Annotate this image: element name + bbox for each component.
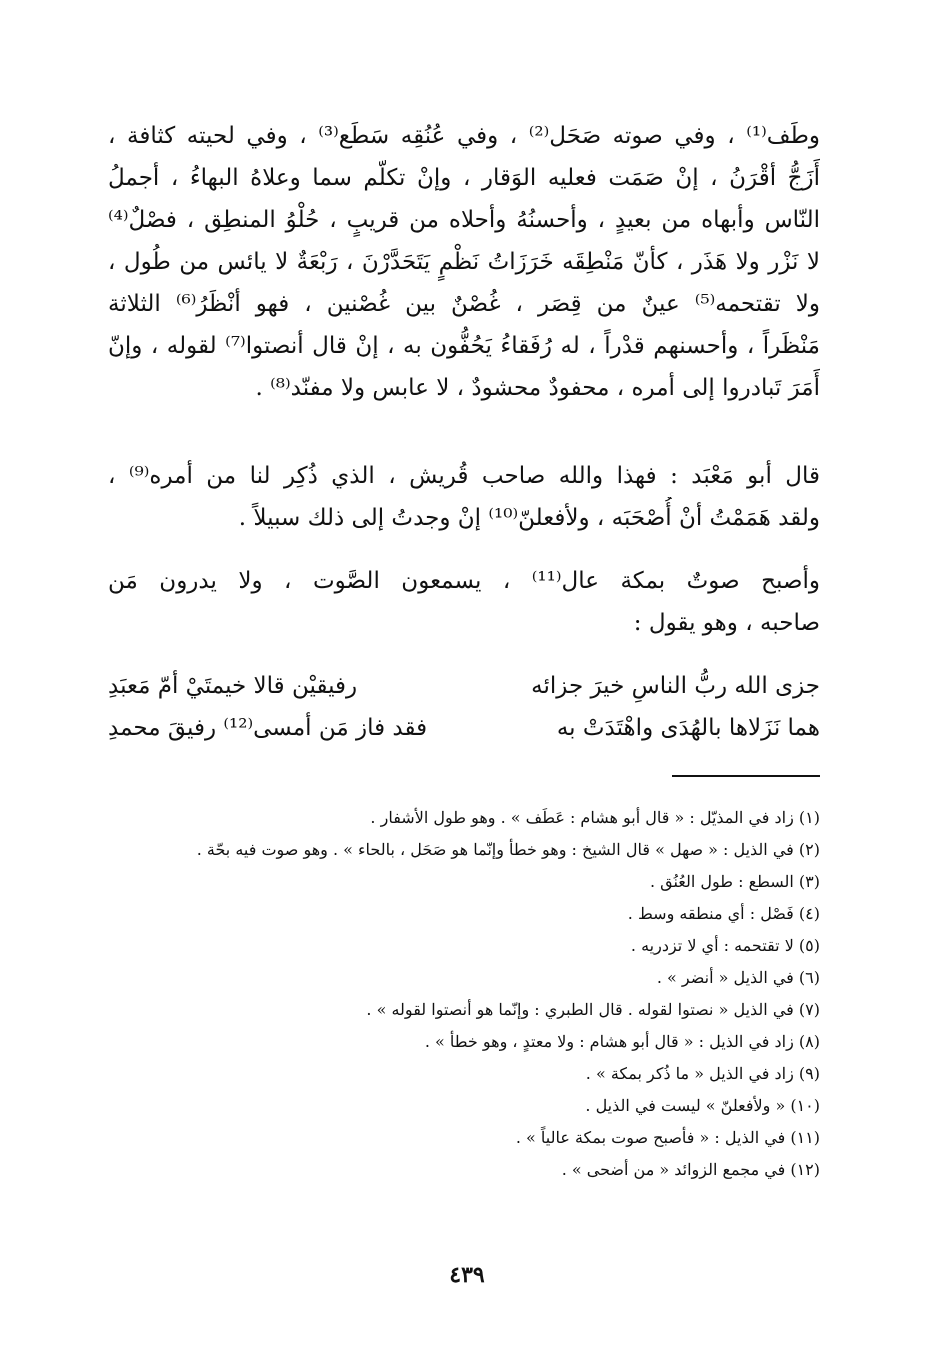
- footnote-2: (٢) في الذيل : « صهل » قال الشيخ : وهو خطأ وإنّما هو صَحَل ، بالحاء » . وهو صوت فيه بحّة .: [196, 840, 820, 859]
- footnote-4: (٤) فَصْل : أي منطقه وسط .: [627, 904, 820, 923]
- text-line: ولقد هَمَمْتُ أنْ أُصْحَبَه ، ولأفعلنّ⁽¹⁰⁾ إنْ وجدتُ إلى ذلك سبيلاً .: [238, 505, 820, 531]
- verse-first-hemistich: هما نَزَلاها بالهُدَى واهْتَدَتْ به: [556, 715, 820, 741]
- footnote-9: (٩) زاد في الذيل « ما ذُكر بمكة » .: [585, 1064, 820, 1083]
- verse-second-hemistich: فقد فاز مَن أمسى⁽¹²⁾ رفيقَ محمدِ: [108, 715, 428, 741]
- paragraph-voice-in-mecca: [108, 560, 820, 644]
- footnote-6: (٦) في الذيل « أنضر » .: [656, 968, 820, 987]
- verse-line: [108, 665, 820, 707]
- text-line: أَزَجُّ أقْرَنُ ، إنْ صَمَت فعليه الوَقار ، وإنْ تكلّم سما وعلاهُ البهاءُ ، أجملُ: [108, 165, 820, 191]
- text-line: النّاس وأبهاه من بعيدٍ ، وأحسنُهُ وأحلاه من قريبٍ ، حُلْوُ المنطِق ، فصْلٌ⁽⁴⁾: [108, 207, 820, 233]
- footnote-5: (٥) لا تقتحمه : أي لا تزدريه .: [630, 936, 820, 955]
- text-line: صاحبه ، وهو يقول :: [633, 610, 820, 636]
- footnote-1: (١) زاد في المذيّل : « قال أبو هشام : عَطَف » . وهو طول الأشفار .: [370, 808, 820, 827]
- footnote-3: (٣) السطع : طول العُنُق .: [649, 872, 820, 891]
- footnote-12: (١٢) في مجمع الزوائد « من أضحى » .: [561, 1160, 820, 1179]
- footnotes: [108, 802, 820, 1186]
- footnote-7: (٧) في الذيل « نصتوا لقوله . قال الطبري : وإنّما هو أنصتوا لقوله » .: [366, 1000, 820, 1019]
- footnote-10: (١٠) « ولأفعلنّ » ليست في الذيل .: [585, 1096, 820, 1115]
- text-line: مَنْظَراً ، وأحسنهم قدْراً ، له رُفَقاءُ يَحُفُّون به ، إنْ قال أنصتوا⁽⁷⁾ لقوله ، وإنّ: [108, 333, 820, 359]
- verse-first-hemistich: جزى الله ربُّ الناسِ خيرَ جزائه: [531, 673, 820, 699]
- footnote-8: (٨) زاد في الذيل : « قال أبو هشام : ولا معتدٍ ، وهو خطأ » .: [424, 1032, 820, 1051]
- paragraph-description: [108, 115, 820, 409]
- poem-verses: [108, 665, 820, 749]
- text-line: وطَف⁽¹⁾ ، وفي صوته صَحَل⁽²⁾ ، وفي عُنُقِه سَطَع⁽³⁾ ، وفي لحيته كثافة ،: [108, 123, 820, 149]
- text-line: لا نَزْر ولا هَذَر ، كأنّ مَنْطِقَه خَرَزَاتُ نَظْمٍ يَتَحَدَّرْنَ ، رَبْعَةٌ لا يائس من طُول ،: [108, 249, 820, 275]
- verse-second-hemistich: رفيقيْن قالا خيمتَيْ أمّ مَعبَدِ: [108, 673, 358, 699]
- paragraph-abu-mabad: [108, 455, 820, 539]
- text-line: أَمَرَ تَبادروا إلى أمره ، محفودٌ محشودٌ ، لا عابس ولا مفنّد⁽⁸⁾ .: [255, 375, 820, 401]
- text-line: قال أبو مَعْبَد : فهذا والله صاحب قُريش ، الذي ذُكِر لنا من أمره⁽⁹⁾ ،: [108, 463, 820, 489]
- footnote-11: (١١) في الذيل : « فأصبح صوت بمكة عالياً » .: [515, 1128, 820, 1147]
- text-line: ولا تقتحمه⁽⁵⁾ عينٌ من قِصَر ، غُصْنٌ بين غُصْنين ، فهو أنْظَرُ⁽⁶⁾ الثلاثة: [108, 291, 820, 317]
- text-line: وأصبح صوتٌ بمكة عال⁽¹¹⁾ ، يسمعون الصَّوت ، ولا يدرون مَن: [108, 568, 820, 594]
- page-number: ٤٣٩: [449, 1262, 485, 1288]
- verse-line: [108, 707, 820, 749]
- footnote-divider: [672, 775, 820, 777]
